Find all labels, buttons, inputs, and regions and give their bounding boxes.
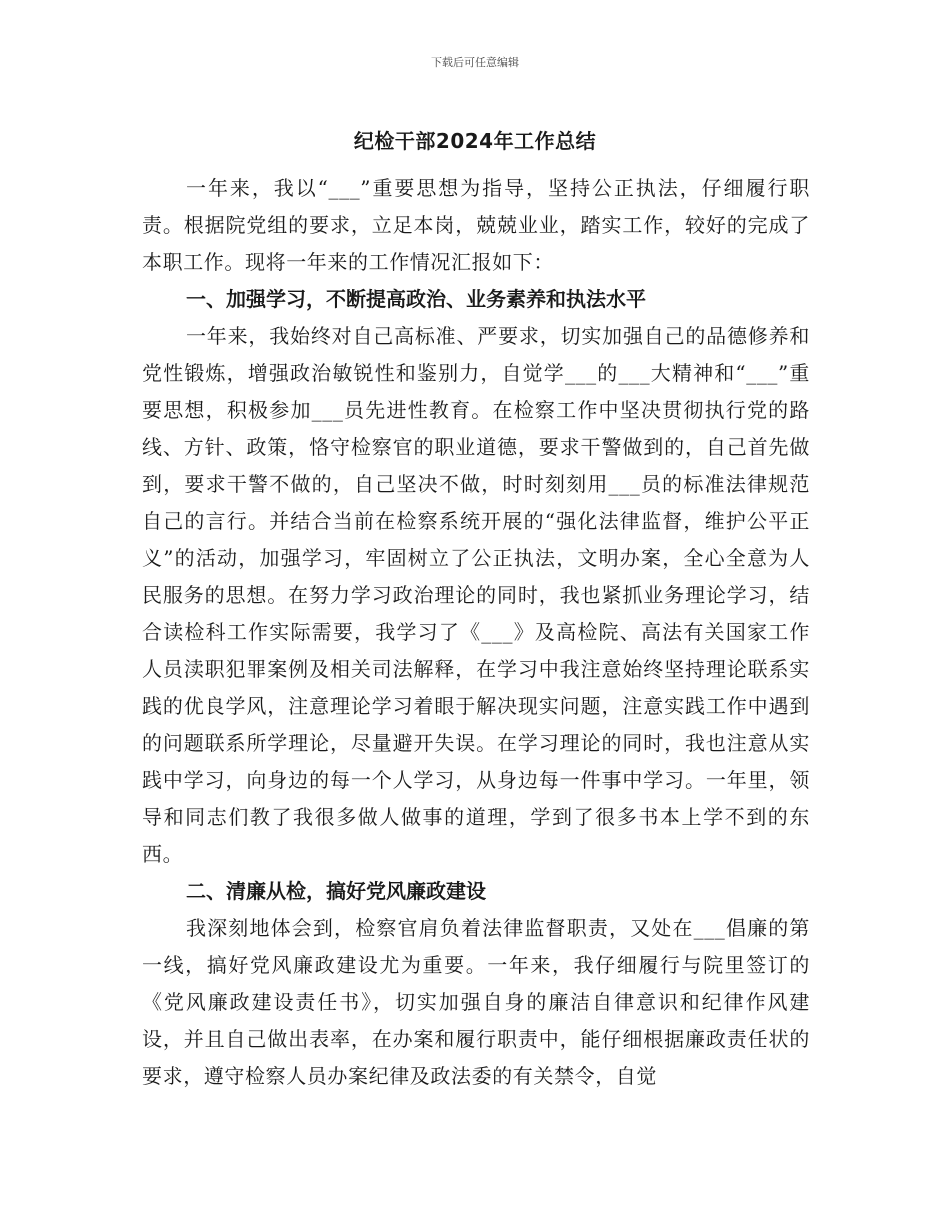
section-2-heading: 二、清廉从检，搞好党风廉政建设 — [186, 879, 486, 903]
section-2-paragraph: 我深刻地体会到，检察官肩负着法律监督职责，又处在___倡廉的第一线，搞好党风廉政建设尤为重要。一年来，我仔细履行与院里签订的《党风廉政建设责任书》，切实加强自身的廉洁自律意识和纪律作风建设，并且自己做出表率，在办案和履行职责中，能仔细根据廉政责任状的要求，遵守检察人员办案纪律及政法委的有关禁令，自觉 — [142, 916, 810, 1088]
intro-paragraph: 一年来，我以“___”重要思想为指导，坚持公正执法，仔细履行职责。根据院党组的要求，立足本岗，兢兢业业，踏实工作，较好的完成了本职工作。现将一年来的工作情况汇报如下： — [142, 176, 810, 274]
document-title: 纪检干部2024年工作总结 — [353, 129, 597, 153]
header-note: 下载后可任意编辑 — [431, 56, 519, 69]
document-body — [142, 170, 810, 1095]
section-1-heading: 一、加强学习，不断提高政治、业务素养和执法水平 — [186, 287, 646, 311]
section-1-paragraph: 一年来，我始终对自己高标准、严要求，切实加强自己的品德修养和党性锻炼，增强政治敏锐性和鉴别力，自觉学___的___大精神和“___”重要思想，积极参加___员先进性教育。在检察工作中坚决贯彻执行党的路线、方针、政策，恪守检察官的职业道德，要求干警做到的，自己首先做到，要求干警不做的，自己坚决不做，时时刻刻用___员的标准法律规范自己的言行。并结合当前在检察系统开展的“强化法律监督，维护公平正义”的活动，加强学习，牢固树立了公正执法，文明办案，全心全意为人民服务的思想。在努力学习政治理论的同时，我也紧抓业务理论学习，结合读检科工作实际需要，我学习了《___》及高检院、高法有关国家工作人员渎职犯罪案例及相关司法解释，在学习中我注意始终坚持理论联系实践的优良学风，注意理论学习着眼于解决现实问题，注意实践工作中遇到的问题联系所学理论，尽量避开失误。在学习理论的同时，我也注意从实践中学习，向身边的每一个人学习，从身边每一件事中学习。一年里，领导和同志们教了我很多做人做事的道理，学到了很多书本上学不到的东西。 — [142, 324, 810, 866]
